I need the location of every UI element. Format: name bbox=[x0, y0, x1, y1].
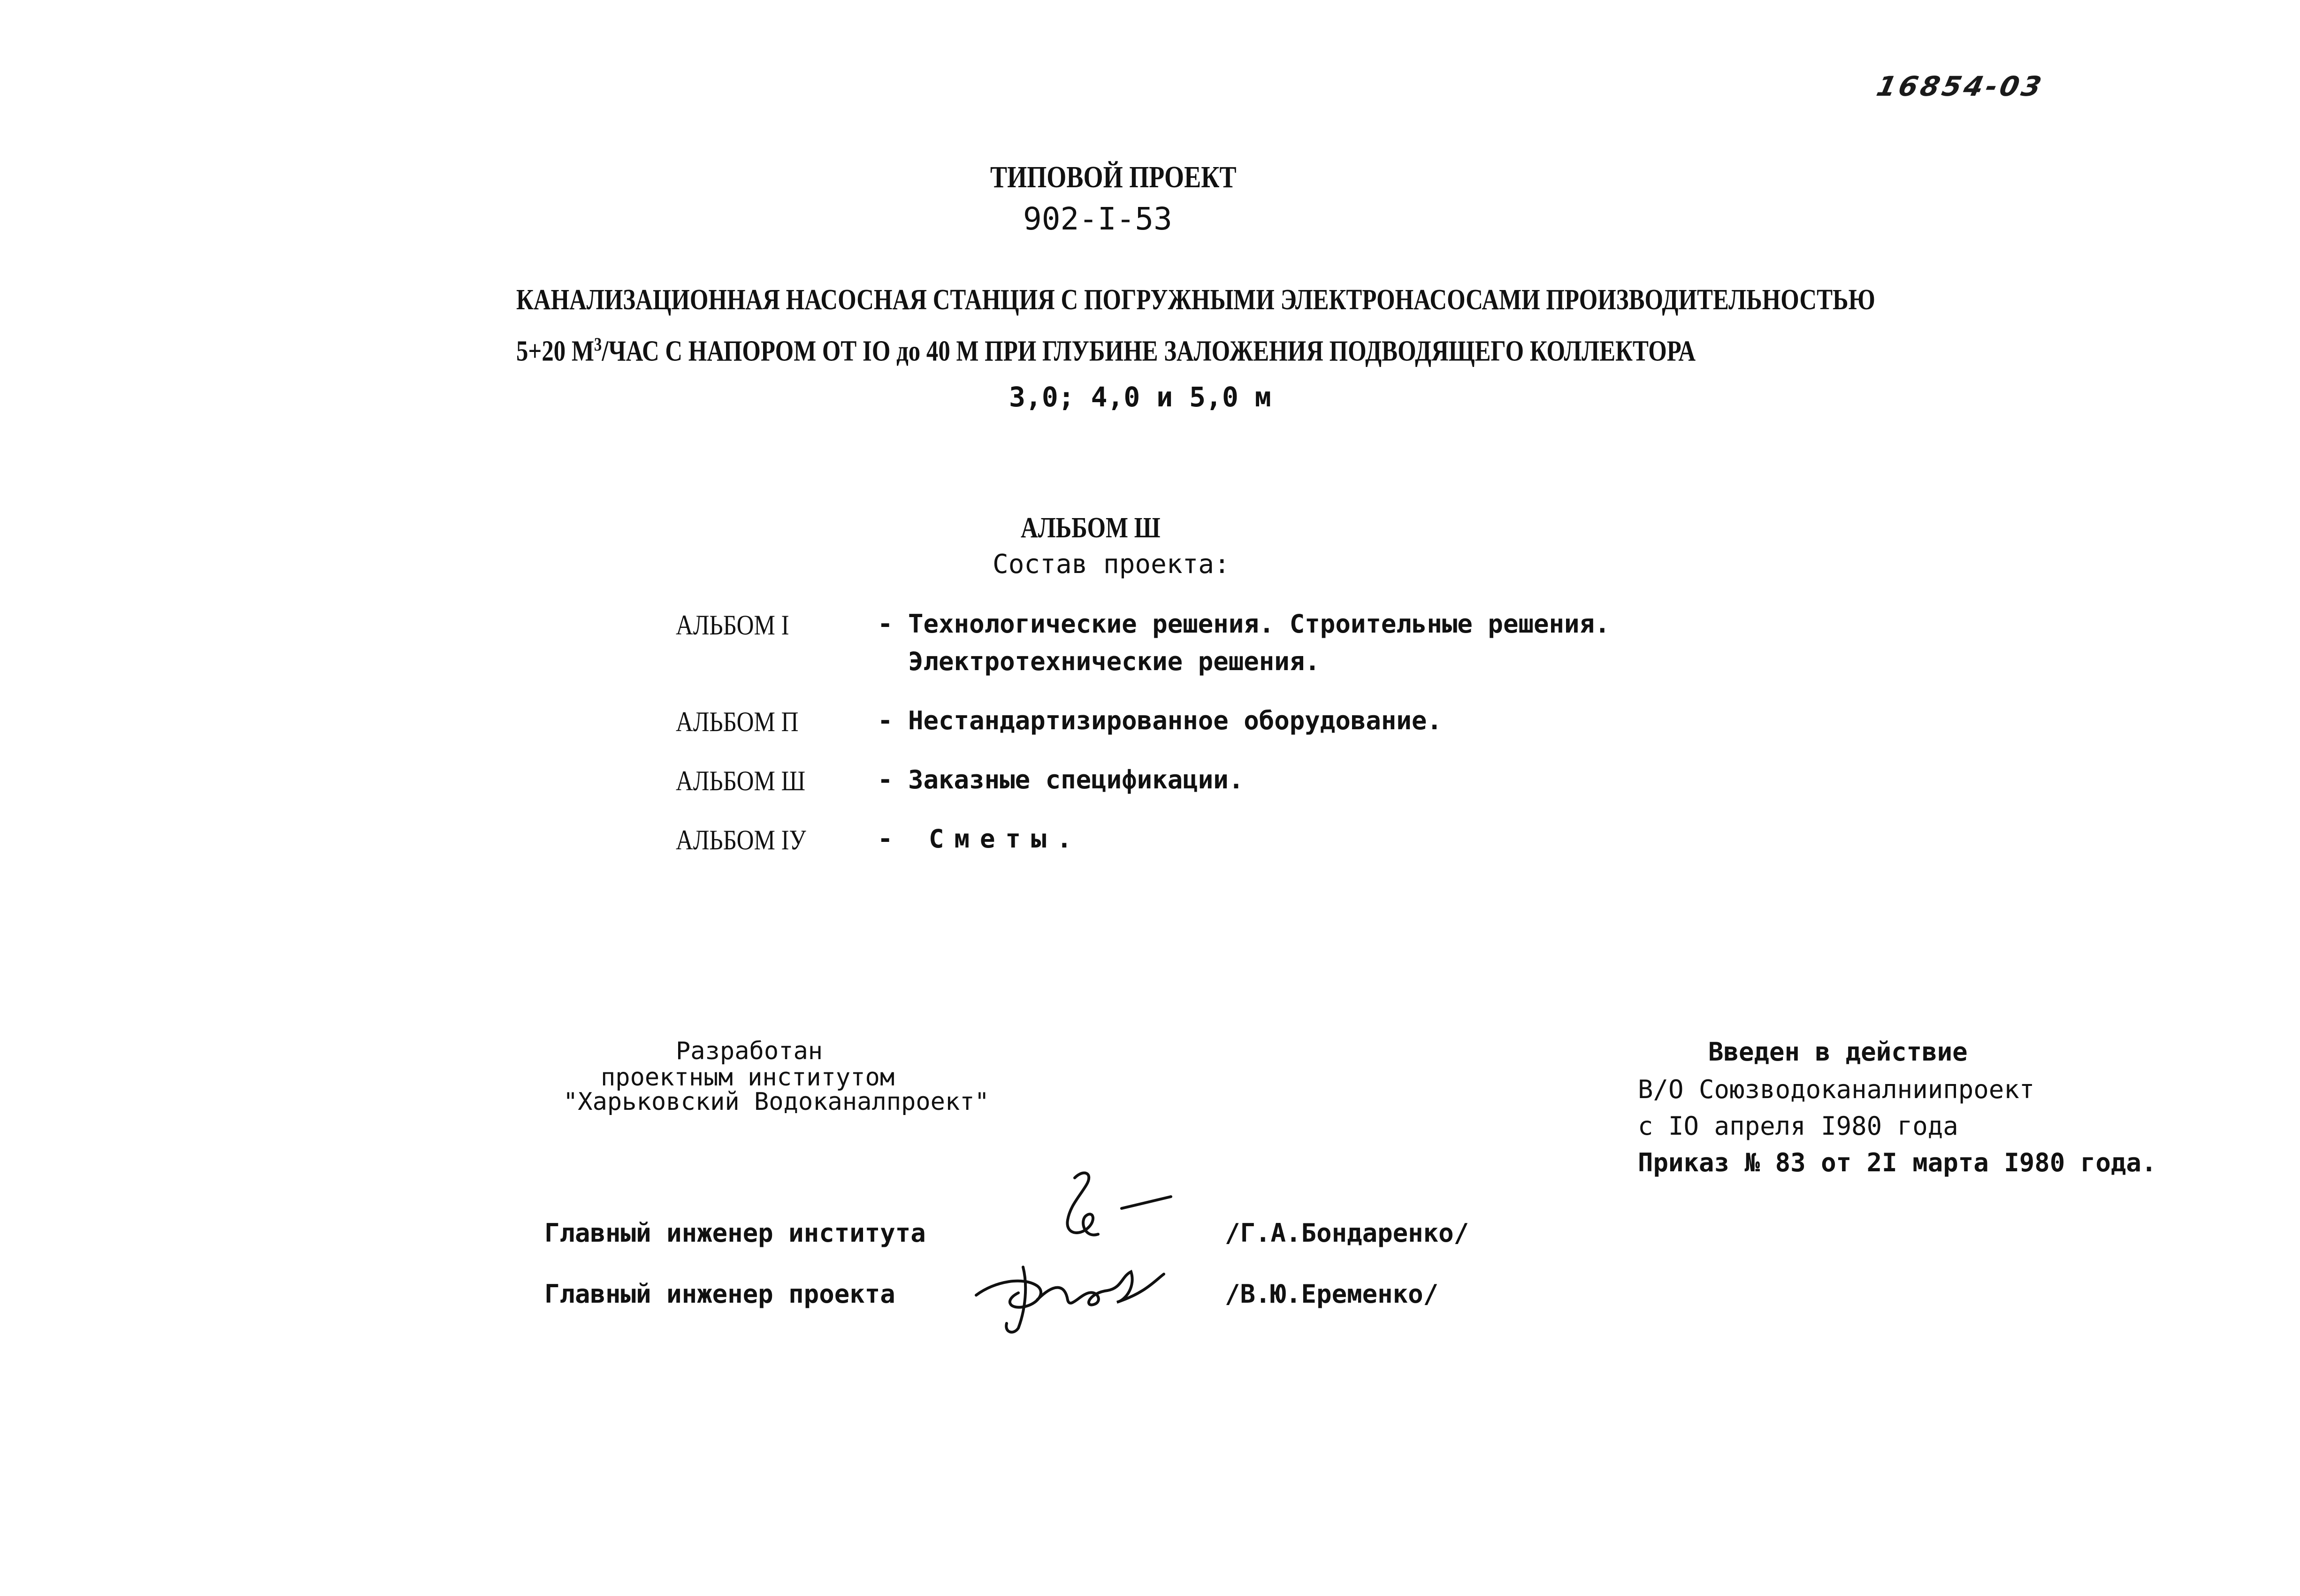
signatory-name: /Г.А.Бондаренко/ bbox=[1225, 1218, 1469, 1248]
signatory-role: Главный инженер института bbox=[544, 1218, 926, 1248]
album-item-label: АЛЬБОМ Ш bbox=[676, 765, 806, 796]
album-item-text: - Нестандартизированное оборудование. bbox=[878, 706, 1442, 735]
developer-line-2: проектным институтом bbox=[601, 1063, 895, 1092]
enactment-line-3: с IO апреля I980 года bbox=[1638, 1111, 1958, 1141]
album-item-text: - Технологические решения. Строительные решения. bbox=[878, 609, 1610, 639]
developer-line-1: Разработан bbox=[676, 1037, 823, 1065]
album-item-label: АЛЬБОМ I bbox=[676, 610, 789, 641]
album-item-text: - Заказные спецификации. bbox=[878, 765, 1244, 794]
enactment-line-1: Введен в действие bbox=[1708, 1037, 1968, 1067]
album-item-label: АЛЬБОМ П bbox=[676, 706, 799, 737]
developer-line-3: "Харьковский Водоканалпроект" bbox=[563, 1088, 989, 1116]
handwritten-signature bbox=[967, 1248, 1173, 1337]
description-line-2 bbox=[516, 333, 1696, 368]
signatory-role: Главный инженер проекта bbox=[544, 1279, 895, 1309]
album-item-label: АЛЬБОМ IУ bbox=[676, 825, 806, 855]
description-line-2-prefix: 5+20 М bbox=[516, 335, 594, 367]
archive-stamp: 16854-03 bbox=[1873, 70, 2047, 102]
description-line-3: 3,0; 4,0 и 5,0 м bbox=[1009, 381, 1271, 413]
handwritten-signature bbox=[1042, 1164, 1192, 1258]
cubic-superscript: 3 bbox=[594, 334, 602, 355]
description-line-1: КАНАЛИЗАЦИОННАЯ НАСОСНАЯ СТАНЦИЯ С ПОГРУЖНЫМИ ЭЛЕКТРОНАСОСАМИ ПРОИЗВОДИТЕЛЬНОСТЬЮ bbox=[516, 284, 1875, 316]
project-number: 902-I-53 bbox=[1023, 201, 1172, 237]
album-item-text-continued: Электротехнические решения. bbox=[908, 647, 1320, 676]
enactment-line-4: Приказ № 83 от 2I марта I980 года. bbox=[1638, 1148, 2157, 1177]
current-album-title: АЛЬБОМ Ш bbox=[1021, 512, 1161, 544]
enactment-line-2: В/О Союзводоканалниипроект bbox=[1638, 1075, 2035, 1104]
album-item-text: - Сметы. bbox=[878, 824, 1083, 854]
composition-heading: Состав проекта: bbox=[993, 549, 1230, 580]
signatory-name: /В.Ю.Еременко/ bbox=[1225, 1279, 1439, 1309]
description-line-2-suffix: /ЧАС С НАПОРОМ ОТ IO до 40 М ПРИ ГЛУБИНЕ ЗАЛОЖЕНИЯ ПОДВОДЯЩЕГО КОЛЛЕКТОРА bbox=[602, 335, 1696, 367]
project-type-title: ТИПОВОЙ ПРОЕКТ bbox=[990, 160, 1237, 194]
